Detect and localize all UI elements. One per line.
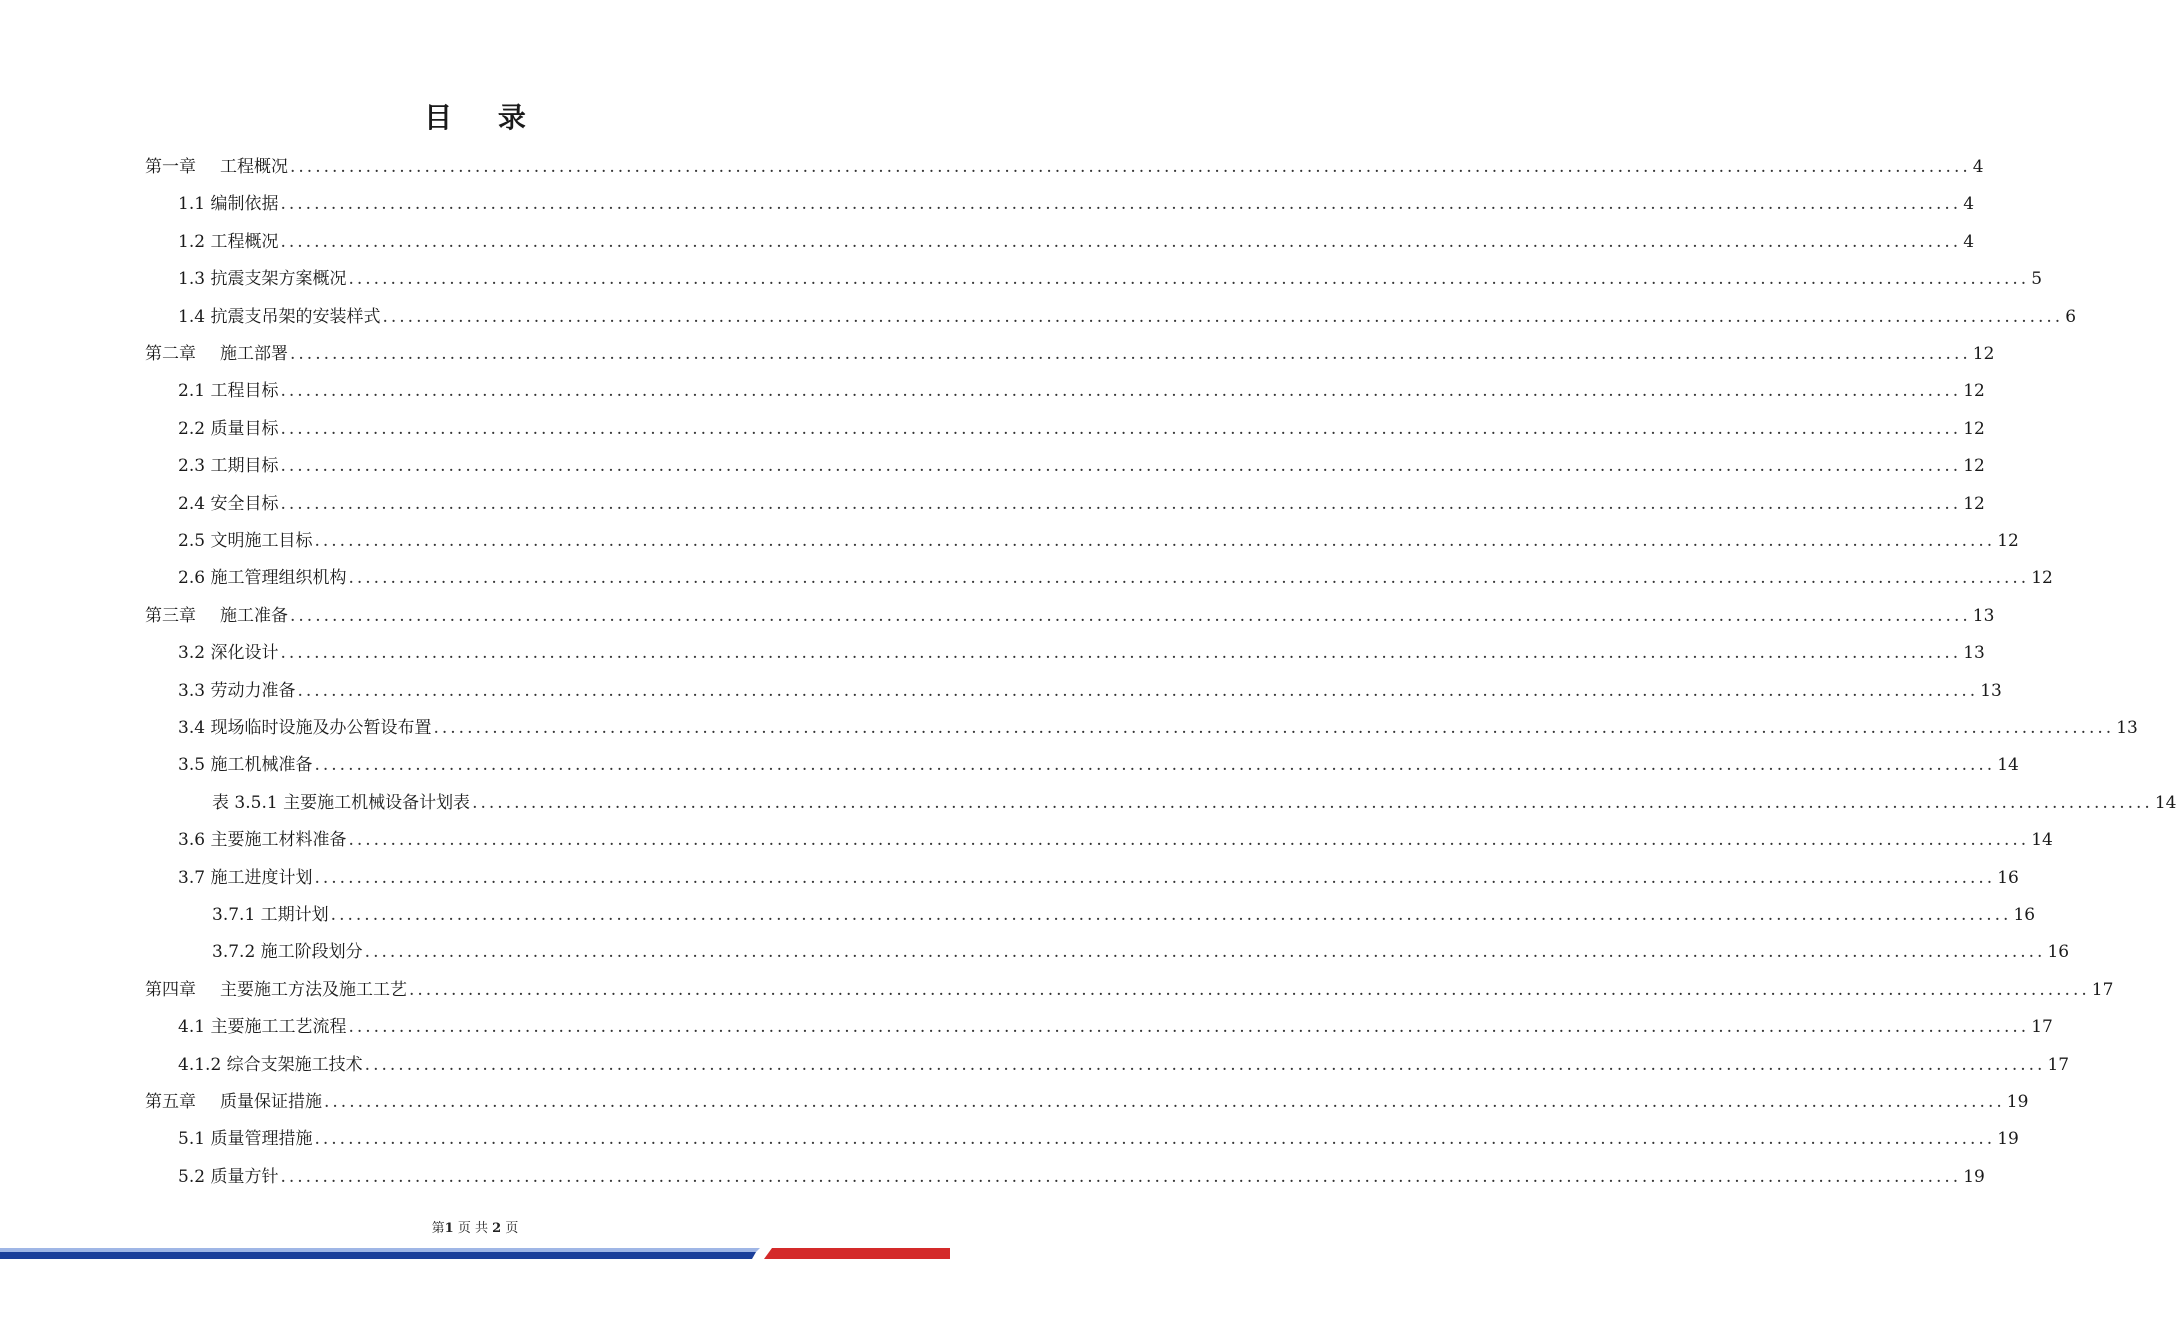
page-footer — [0, 1217, 950, 1236]
toc-page-number: 17 — [2047, 1054, 2070, 1075]
toc-entry-title: 2.2 质量目标 — [178, 418, 279, 439]
toc-leader-dots: ........................................................................................................................................................................................................ — [348, 269, 2030, 290]
toc-page-number: 19 — [2006, 1092, 2029, 1112]
toc-page-number: 4 — [1963, 231, 1975, 252]
toc-entry[interactable] — [178, 1014, 2053, 1040]
toc-entry-title: 3.7.2 施工阶段划分 — [212, 942, 363, 963]
toc-chapter-entry[interactable] — [145, 977, 2114, 1003]
toc-entry-title: 表 3.5.1 主要施工机械设备计划表 — [212, 792, 471, 813]
toc-chapter-number: 第四章 — [145, 979, 196, 1000]
toc-leader-dots: ........................................................................................................................................................................................................ — [324, 1092, 2005, 1112]
toc-page-number: 12 — [1963, 418, 1985, 439]
toc-entry-title: 5.2 质量方针 — [178, 1166, 279, 1187]
toc-chapter-number: 第三章 — [145, 605, 196, 626]
footer-color-band — [0, 1248, 950, 1262]
toc-leader-dots: ........................................................................................................................................................................................................ — [280, 456, 1962, 477]
toc-entry-title: 4.1.2 综合支架施工技术 — [178, 1054, 363, 1075]
toc-leader-dots: ........................................................................................................................................................................................................ — [348, 568, 2030, 589]
toc-page-number: 4 — [1963, 194, 1975, 215]
toc-entry-title: 2.3 工期目标 — [178, 456, 279, 477]
toc-entry-title: 3.2 深化设计 — [178, 643, 279, 664]
toc-chapter-title: 工程概况 — [220, 157, 288, 177]
toc-entry[interactable] — [178, 1126, 2019, 1152]
footer-current-page: 1 — [444, 1221, 454, 1236]
toc-entry-title: 3.6 主要施工材料准备 — [178, 830, 347, 851]
toc-chapter-title: 施工准备 — [220, 605, 288, 626]
toc-page-number: 12 — [1997, 531, 2019, 551]
toc-entry[interactable] — [178, 1052, 2070, 1078]
toc-entry-title: 3.3 劳动力准备 — [178, 680, 296, 701]
toc-leader-dots: ........................................................................................................................................................................................................ — [382, 306, 2064, 327]
toc-entry-title: 2.5 文明施工目标 — [178, 531, 313, 551]
toc-leader-dots: ........................................................................................................................................................................................................ — [330, 905, 2012, 925]
toc-leader-dots: ........................................................................................................................................................................................................ — [280, 381, 1962, 402]
toc-entry-title: 2.1 工程目标 — [178, 381, 279, 402]
toc-entry[interactable] — [178, 453, 1985, 479]
toc-chapter-entry[interactable] — [145, 603, 1995, 629]
toc-page-number: 13 — [2116, 718, 2138, 738]
toc-page-number: 17 — [2031, 1017, 2053, 1038]
toc-entry-title: 2.4 安全目标 — [178, 493, 279, 514]
toc-page-number: 19 — [1997, 1129, 2019, 1150]
toc-page-number: 12 — [1963, 493, 1985, 514]
toc-page-number: 13 — [1963, 643, 1985, 664]
toc-page-number: 19 — [1963, 1166, 1985, 1187]
toc-page-number: 16 — [1997, 867, 2019, 888]
toc-leader-dots: ........................................................................................................................................................................................................ — [280, 231, 1962, 252]
toc-entry-title: 3.7 施工进度计划 — [178, 867, 313, 888]
toc-entry[interactable] — [212, 939, 2070, 965]
toc-entry[interactable] — [178, 266, 2043, 292]
toc-entry-title: 3.5 施工机械准备 — [178, 755, 313, 776]
toc-chapter-number: 第一章 — [145, 157, 196, 177]
toc-entry[interactable] — [178, 378, 1985, 404]
toc-entry[interactable] — [178, 1164, 1985, 1190]
toc-page-number: 13 — [1980, 680, 2002, 701]
toc-chapter-number: 第五章 — [145, 1092, 196, 1112]
toc-page-number: 17 — [2091, 979, 2114, 1000]
toc-leader-dots: ........................................................................................................................................................................................................ — [280, 643, 1962, 664]
toc-entry-title: 3.4 现场临时设施及办公暂设布置 — [178, 718, 432, 738]
toc-leader-dots: ........................................................................................................................................................................................................ — [280, 418, 1962, 439]
toc-entry[interactable] — [178, 640, 1985, 666]
toc-page-number: 12 — [2031, 568, 2053, 589]
toc-entry-title: 3.7.1 工期计划 — [212, 905, 329, 925]
toc-entry-title — [145, 603, 288, 629]
toc-chapter-title: 施工部署 — [220, 344, 288, 364]
toc-leader-dots: ........................................................................................................................................................................................................ — [280, 1166, 1962, 1187]
toc-entry-title: 2.6 施工管理组织机构 — [178, 568, 347, 589]
toc-entry-title: 1.4 抗震支吊架的安装样式 — [178, 306, 381, 327]
toc-entry[interactable] — [212, 790, 2176, 816]
toc-leader-dots: ........................................................................................................................................................................................................ — [280, 493, 1962, 514]
toc-entry[interactable] — [178, 865, 2019, 891]
toc-leader-dots: ........................................................................................................................................................................................................ — [280, 194, 1962, 215]
toc-entry-title — [145, 977, 407, 1003]
toc-page-number: 5 — [2031, 269, 2043, 290]
toc-entry-title: 1.3 抗震支架方案概况 — [178, 269, 347, 290]
toc-entry[interactable] — [178, 752, 2019, 778]
toc-leader-dots: ........................................................................................................................................................................................................ — [348, 1017, 2030, 1038]
toc-chapter-entry[interactable] — [145, 154, 1984, 180]
toc-chapter-entry[interactable] — [145, 341, 1995, 367]
toc-leader-dots: ........................................................................................................................................................................................................ — [409, 979, 2090, 1000]
toc-entry[interactable] — [178, 304, 2077, 330]
toc-entry[interactable] — [178, 229, 1975, 255]
toc-entry-title: 1.1 编制依据 — [178, 194, 279, 215]
footer-total-pages: 2 — [492, 1221, 502, 1236]
toc-chapter-title: 主要施工方法及施工工艺 — [220, 979, 407, 1000]
toc-leader-dots: ........................................................................................................................................................................................................ — [364, 1054, 2046, 1075]
toc-page-number: 14 — [2031, 830, 2053, 851]
toc-leader-dots: ........................................................................................................................................................................................................ — [364, 942, 2046, 963]
toc-page-number: 4 — [1972, 157, 1984, 177]
toc-entry[interactable] — [178, 528, 2019, 554]
toc-leader-dots: ........................................................................................................................................................................................................ — [314, 531, 1996, 551]
footer-prefix: 第 — [431, 1221, 445, 1236]
toc-entry-title — [145, 154, 288, 180]
toc-page-number: 14 — [1997, 755, 2019, 776]
toc-leader-dots: ........................................................................................................................................................................................................ — [290, 157, 1971, 177]
toc-page-number: 13 — [1972, 605, 1995, 626]
toc-page-number: 12 — [1972, 344, 1995, 364]
toc-chapter-entry[interactable] — [145, 1089, 2029, 1115]
toc-leader-dots: ........................................................................................................................................................................................................ — [348, 830, 2030, 851]
toc-page-number: 6 — [2065, 306, 2077, 327]
toc-entry-title — [145, 1089, 322, 1115]
toc-leader-dots: ........................................................................................................................................................................................................ — [314, 1129, 1996, 1150]
toc-leader-dots: ........................................................................................................................................................................................................ — [290, 344, 1971, 364]
toc-leader-dots: ........................................................................................................................................................................................................ — [472, 792, 2153, 813]
toc-page-number: 12 — [1963, 381, 1985, 402]
toc-leader-dots: ........................................................................................................................................................................................................ — [314, 755, 1996, 776]
toc-entry[interactable] — [178, 191, 1975, 217]
toc-entry[interactable] — [178, 827, 2053, 853]
toc-leader-dots: ........................................................................................................................................................................................................ — [433, 718, 2115, 738]
toc-entry[interactable] — [178, 678, 2002, 704]
toc-page-number: 16 — [2013, 905, 2036, 925]
toc-chapter-number: 第二章 — [145, 344, 196, 364]
page-title: 目 录 — [424, 101, 544, 134]
toc-page-number: 16 — [2047, 942, 2070, 963]
toc-page-number: 12 — [1963, 456, 1985, 477]
toc-entry-title: 1.2 工程概况 — [178, 231, 279, 252]
toc-entry[interactable] — [212, 902, 2036, 928]
toc-entry[interactable] — [178, 715, 2138, 741]
toc-leader-dots: ........................................................................................................................................................................................................ — [297, 680, 1979, 701]
footer-mid: 页 共 — [457, 1221, 488, 1236]
toc-entry-title — [145, 341, 288, 367]
toc-entry[interactable] — [178, 416, 1985, 442]
toc-leader-dots: ........................................................................................................................................................................................................ — [290, 605, 1971, 626]
toc-entry-title: 5.1 质量管理措施 — [178, 1129, 313, 1150]
toc-entry[interactable] — [178, 565, 2053, 591]
toc-leader-dots: ........................................................................................................................................................................................................ — [314, 867, 1996, 888]
toc-page-number: 14 — [2154, 792, 2176, 813]
toc-entry[interactable] — [178, 491, 1985, 517]
toc-entry-title: 4.1 主要施工工艺流程 — [178, 1017, 347, 1038]
footer-suffix: 页 — [505, 1221, 519, 1236]
toc-chapter-title: 质量保证措施 — [220, 1092, 322, 1112]
